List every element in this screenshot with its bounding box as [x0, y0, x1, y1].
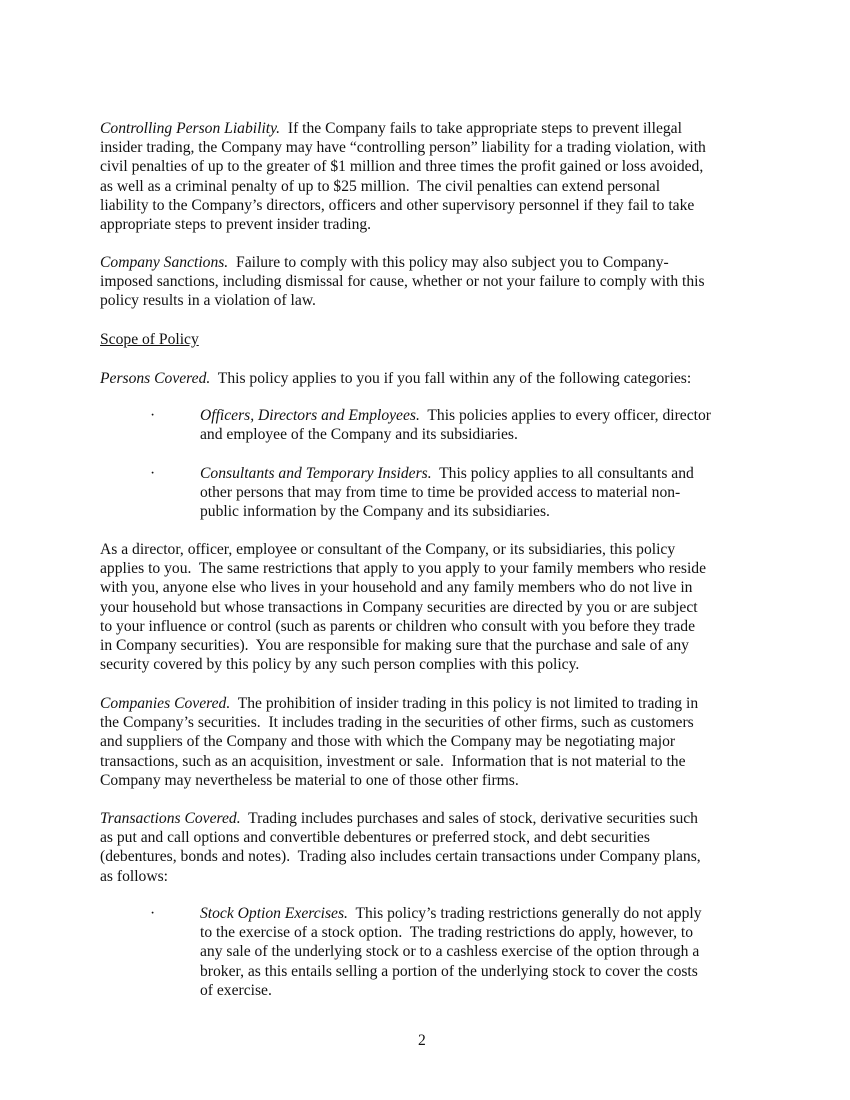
line-text: As a director, officer, employee or consultant of the Company, or its subsidiaries, this policy: [100, 541, 676, 558]
line-text: public information by the Company and its subsidiaries.: [200, 503, 550, 521]
line-text: This policy applies to you if you fall within any of the following categories:: [210, 370, 692, 387]
text-line: [100, 215, 706, 234]
line-text: of exercise.: [200, 981, 272, 999]
paragraph-p4: [100, 540, 706, 674]
text-line: [100, 177, 706, 196]
run-in-heading: Company Sanctions.: [100, 254, 229, 271]
paragraph-p6: [100, 809, 701, 886]
run-in-heading: Stock Option Exercises.: [200, 905, 348, 922]
text-line: [200, 425, 711, 444]
paragraph-p3: [100, 369, 691, 388]
line-text: policy results in a violation of law.: [100, 292, 316, 310]
line-text: liability to the Company’s directors, officers and other supervisory personnel if they fail to take: [100, 196, 695, 214]
paragraph-p1: [100, 119, 706, 234]
text-line: [100, 867, 701, 886]
text-line: [100, 540, 706, 559]
text-line: [200, 923, 702, 942]
line-text: the Company’s securities. It includes trading in the securities of other firms, such as customers: [100, 714, 694, 732]
text-line: [200, 483, 694, 502]
run-in-heading: Officers, Directors and Employees.: [200, 407, 420, 424]
text-line: [200, 406, 711, 425]
text-line: [100, 119, 706, 138]
text-line: [100, 752, 698, 771]
line-text: as put and call options and convertible debentures or preferred stock, and debt securities: [100, 829, 650, 847]
line-text: appropriate steps to prevent insider trading.: [100, 216, 372, 234]
line-text: with you, anyone else who lives in your household and any family members who do not live in: [100, 579, 693, 597]
text-line: [100, 828, 701, 847]
run-in-heading: Transactions Covered.: [100, 810, 241, 827]
text-line: [100, 771, 698, 790]
text-line: [200, 502, 694, 521]
bullet-item-b2: [200, 464, 694, 522]
paragraph-p2: [100, 253, 705, 311]
line-text: security covered by this policy by any such person complies with this policy.: [100, 656, 580, 674]
run-in-heading: Companies Covered.: [100, 695, 231, 712]
text-line: [100, 847, 701, 866]
text-line: [100, 809, 701, 828]
text-line: [100, 369, 691, 388]
text-line: [100, 157, 706, 176]
line-text: applies to you. The same restrictions that apply to you apply to your family members who reside: [100, 560, 707, 578]
page-number: 2: [418, 1032, 426, 1049]
line-text: to your influence or control (such as parents or children who consult with you before they trade: [100, 617, 695, 635]
line-text: other persons that may from time to time be provided access to material non-: [200, 484, 681, 502]
line-text: (debentures, bonds and notes). Trading also includes certain transactions under Company plans,: [100, 848, 701, 866]
text-line: [100, 617, 706, 636]
text-line: [100, 713, 698, 732]
line-text: civil penalties of up to the greater of $1 million and three times the profit gained or loss avoided,: [100, 158, 704, 176]
line-text: This policy’s trading restrictions generally do not apply: [347, 905, 702, 922]
bullet-icon: ·: [150, 905, 156, 922]
text-line: [100, 138, 706, 157]
paragraph-p5: [100, 694, 698, 790]
line-text: The prohibition of insider trading in this policy is not limited to trading in: [230, 695, 699, 712]
run-in-heading: Persons Covered.: [100, 370, 211, 387]
text-line: [200, 942, 702, 961]
text-line: [100, 694, 698, 713]
line-text: Failure to comply with this policy may also subject you to Company-: [228, 254, 669, 271]
line-text: as follows:: [100, 867, 169, 885]
line-text: If the Company fails to take appropriate steps to prevent illegal: [280, 120, 682, 137]
text-line: [100, 272, 705, 291]
bullet-icon: ·: [150, 465, 156, 482]
line-text: any sale of the underlying stock or to a cashless exercise of the option through a: [200, 943, 700, 961]
line-text: Trading includes purchases and sales of stock, derivative securities such: [240, 810, 698, 827]
text-line: [200, 962, 702, 981]
line-text: Company may nevertheless be material to one of those other firms.: [100, 771, 519, 789]
line-text: to the exercise of a stock option. The trading restrictions do apply, however, to: [200, 924, 694, 942]
text-line: [100, 578, 706, 597]
section-heading: Scope of Policy: [100, 331, 199, 348]
bullet-item-b1: [200, 406, 711, 444]
text-line: [100, 732, 698, 751]
run-in-heading: Controlling Person Liability.: [100, 120, 281, 137]
line-text: and suppliers of the Company and those with which the Company may be negotiating major: [100, 733, 676, 751]
line-text: This policies applies to every officer, director: [419, 407, 711, 424]
text-line: [200, 904, 702, 923]
line-text: insider trading, the Company may have “controlling person” liability for a trading violation, with: [100, 139, 706, 157]
text-line: [100, 598, 706, 617]
text-line: [100, 655, 706, 674]
line-text: transactions, such as an acquisition, investment or sale. Information that is not material to the: [100, 752, 686, 770]
line-text: imposed sanctions, including dismissal for cause, whether or not your failure to comply with this: [100, 273, 705, 291]
line-text: and employee of the Company and its subsidiaries.: [200, 426, 518, 444]
text-line: [100, 636, 706, 655]
bullet-icon: ·: [150, 407, 156, 424]
text-line: [100, 559, 706, 578]
text-line: [200, 464, 694, 483]
line-text: as well as a criminal penalty of up to $25 million. The civil penalties can extend personal: [100, 177, 661, 195]
line-text: broker, as this entails selling a portion of the underlying stock to cover the costs: [200, 962, 698, 980]
line-text: your household but whose transactions in Company securities are directed by you or are subject: [100, 598, 698, 616]
bullet-item-b3: [200, 904, 702, 1000]
run-in-heading: Consultants and Temporary Insiders.: [200, 465, 432, 482]
text-line: [100, 196, 706, 215]
text-line: [200, 981, 702, 1000]
text-line: [100, 253, 705, 272]
line-text: This policy applies to all consultants and: [431, 465, 694, 482]
text-line: [100, 291, 705, 310]
line-text: in Company securities). You are responsible for making sure that the purchase and sale of any: [100, 637, 689, 655]
